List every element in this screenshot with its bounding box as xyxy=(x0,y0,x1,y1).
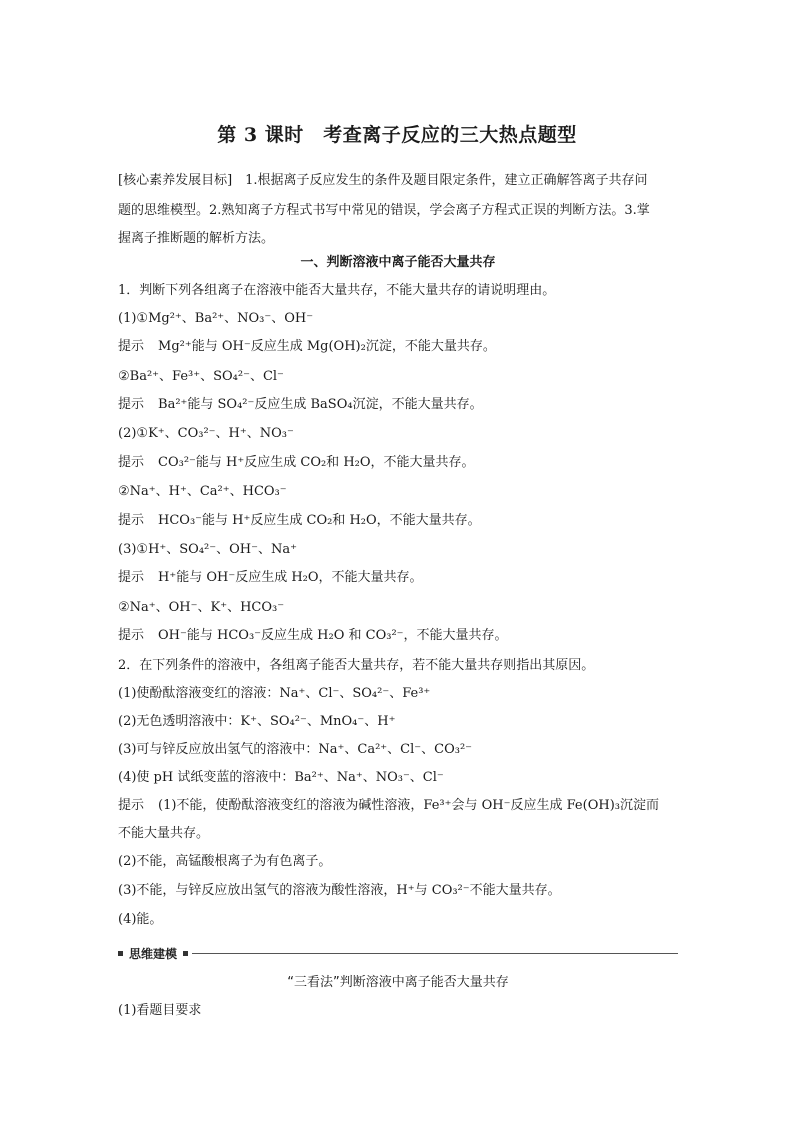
model-title: “三看法”判断溶液中离子能否大量共存 xyxy=(287,975,509,990)
hint-row xyxy=(118,336,678,358)
hint-continuation: 不能大量共存。 xyxy=(118,826,210,841)
hint-row xyxy=(118,795,678,817)
q2-item-1: (1)使酚酞溶液变红的溶液：Na⁺、Cl⁻、SO₄²⁻、Fe³⁺ xyxy=(118,686,431,701)
q2-item-4: (4)使 pH 试纸变蓝的溶液中：Ba²⁺、Na⁺、NO₃⁻、Cl⁻ xyxy=(118,770,444,785)
objectives-line-3: 握离子推断题的解析方法。 xyxy=(118,231,275,246)
hint-text: Ba²⁺能与 SO₄²⁻反应生成 BaSO₄沉淀，不能大量共存。 xyxy=(158,397,483,412)
hint-text: (1)不能，使酚酞溶液变红的溶液为碱性溶液，Fe³⁺会与 OH⁻反应生成 Fe(OH)₃沉淀而 xyxy=(158,798,659,813)
objectives-line-1: [核心素养发展目标] 1.根据离子反应发生的条件及题目限定条件，建立正确解答离子共存问 xyxy=(118,173,648,188)
hint-text: H⁺能与 OH⁻反应生成 H₂O，不能大量共存。 xyxy=(158,570,423,585)
q2-item-2: (2)无色透明溶液中：K⁺、SO₄²⁻、MnO₄⁻、H⁺ xyxy=(118,714,396,729)
q2-item-3: (3)可与锌反应放出氢气的溶液中：Na⁺、Ca²⁺、Cl⁻、CO₃²⁻ xyxy=(118,742,473,757)
hint-label: 提示 xyxy=(118,798,145,813)
hint-row xyxy=(118,394,678,416)
item-2-2: ②Na⁺、H⁺、Ca²⁺、HCO₃⁻ xyxy=(118,484,287,499)
answer-3: (3)不能，与锌反应放出氢气的溶液为酸性溶液，H⁺与 CO₃²⁻不能大量共存。 xyxy=(118,883,561,898)
square-bullet-icon xyxy=(118,951,123,956)
hint-label: 提示 xyxy=(118,339,145,354)
hint-label: 提示 xyxy=(118,513,145,528)
item-1-1: (1)①Mg²⁺、Ba²⁺、NO₃⁻、OH⁻ xyxy=(118,311,314,326)
section-heading: 一、判断溶液中离子能否大量共存 xyxy=(300,255,496,270)
item-3-2: ②Na⁺、OH⁻、K⁺、HCO₃⁻ xyxy=(118,600,285,615)
hint-row xyxy=(118,625,678,647)
item-3-1: (3)①H⁺、SO₄²⁻、OH⁻、Na⁺ xyxy=(118,542,297,557)
hint-label: 提示 xyxy=(118,455,145,470)
divider-rule xyxy=(192,953,678,954)
hint-label: 提示 xyxy=(118,397,145,412)
hint-row xyxy=(118,510,678,532)
hint-row xyxy=(118,567,678,589)
item-2-1: (2)①K⁺、CO₃²⁻、H⁺、NO₃⁻ xyxy=(118,426,294,441)
model-item-1: (1)看题目要求 xyxy=(118,1003,202,1018)
model-label: 思维建模 xyxy=(129,946,178,961)
hint-text: Mg²⁺能与 OH⁻反应生成 Mg(OH)₂沉淀，不能大量共存。 xyxy=(158,339,496,354)
page-title: 第 3 课时 考查离子反应的三大热点题型 xyxy=(217,124,577,146)
item-1-2: ②Ba²⁺、Fe³⁺、SO₄²⁻、Cl⁻ xyxy=(118,369,284,384)
hint-label: 提示 xyxy=(118,570,145,585)
hint-text: OH⁻能与 HCO₃⁻反应生成 H₂O 和 CO₃²⁻，不能大量共存。 xyxy=(158,628,508,643)
hint-text: HCO₃⁻能与 H⁺反应生成 CO₂和 H₂O，不能大量共存。 xyxy=(158,513,481,528)
hint-row xyxy=(118,452,678,474)
model-divider xyxy=(118,942,678,964)
answer-2: (2)不能，高锰酸根离子为有色离子。 xyxy=(118,854,332,869)
hint-text: CO₃²⁻能与 H⁺反应生成 CO₂和 H₂O，不能大量共存。 xyxy=(158,455,475,470)
answer-4: (4)能。 xyxy=(118,912,163,927)
objectives-line-2: 题的思维模型。2.熟知离子方程式书写中常见的错误，学会离子方程式正误的判断方法。3.掌 xyxy=(118,203,650,218)
hint-label: 提示 xyxy=(118,628,145,643)
question-1: 1．判断下列各组离子在溶液中能否大量共存，不能大量共存的请说明理由。 xyxy=(118,283,556,298)
question-2: 2．在下列条件的溶液中，各组离子能否大量共存，若不能大量共存则指出其原因。 xyxy=(118,658,595,673)
square-bullet-icon xyxy=(183,951,188,956)
